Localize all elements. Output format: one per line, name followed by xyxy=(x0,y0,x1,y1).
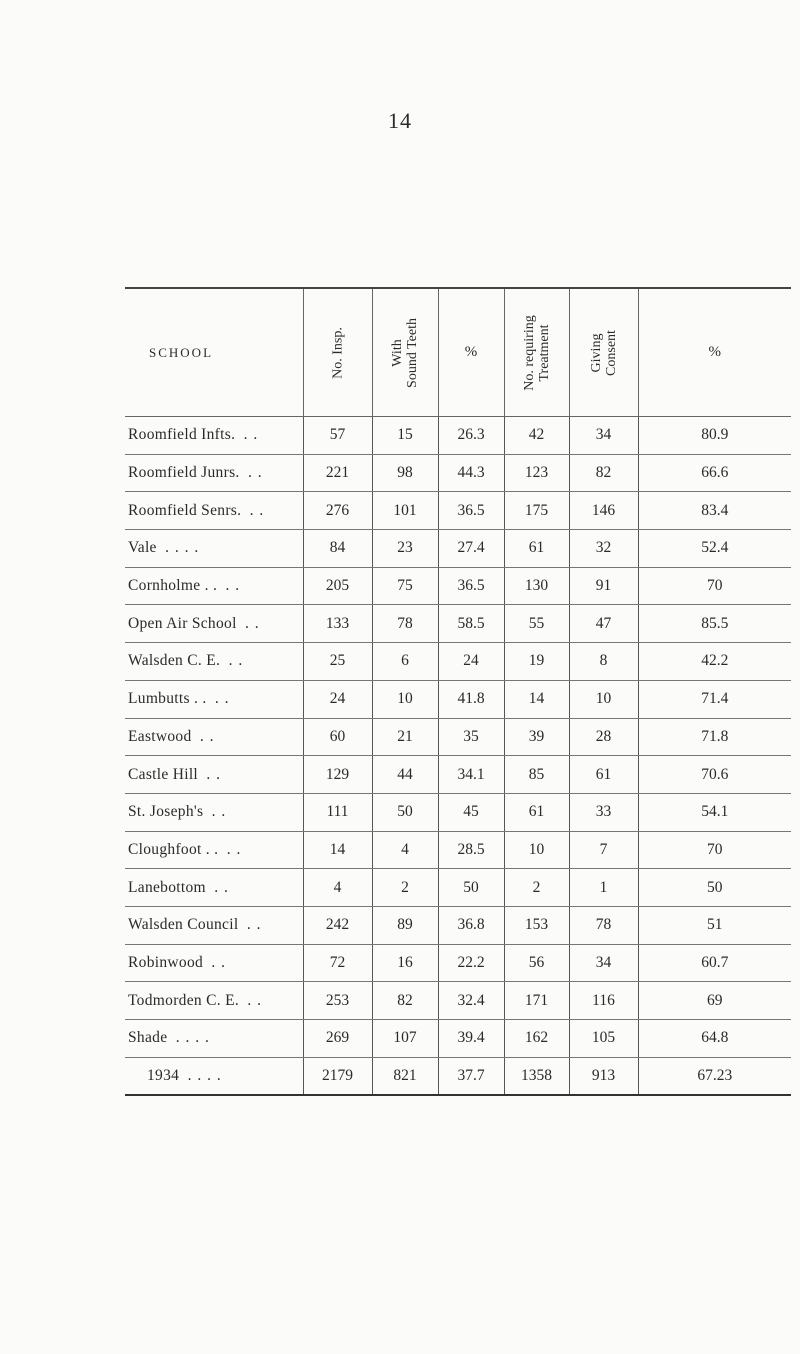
leader-dots: . . xyxy=(245,614,260,632)
cell-percent-sound: 58.5 xyxy=(438,605,504,643)
cell-percent-consent: 54.1 xyxy=(638,793,791,831)
dental-inspection-table xyxy=(125,287,791,1096)
cell-no-insp: 14 xyxy=(303,831,372,869)
header-giving-consent xyxy=(569,289,638,417)
leader-dots: . . xyxy=(199,727,215,745)
cell-school xyxy=(125,793,303,831)
cell-giving-consent: 47 xyxy=(569,605,638,643)
school-name: Cornholme . . xyxy=(128,577,218,595)
cell-percent-consent: 69 xyxy=(638,982,791,1020)
header-school: SCHOOL xyxy=(125,289,303,417)
cell-percent-sound: 34.1 xyxy=(438,756,504,794)
cell-requiring-treatment: 153 xyxy=(504,906,569,944)
table-body xyxy=(125,417,791,1096)
cell-sound-teeth: 16 xyxy=(372,944,438,982)
cell-no-insp: 269 xyxy=(303,1020,372,1058)
cell-percent-consent: 52.4 xyxy=(638,530,791,568)
school-name: Castle Hill xyxy=(128,765,199,783)
table-row xyxy=(125,831,791,869)
cell-sound-teeth: 107 xyxy=(372,1020,438,1058)
cell-sound-teeth: 75 xyxy=(372,567,438,605)
cell-sound-teeth: 21 xyxy=(372,718,438,756)
cell-percent-sound: 35 xyxy=(438,718,504,756)
cell-requiring-treatment: 85 xyxy=(504,756,569,794)
cell-percent-consent: 70 xyxy=(638,831,791,869)
table-row xyxy=(125,944,791,982)
cell-school xyxy=(125,831,303,869)
table-row xyxy=(125,1020,791,1058)
cell-percent-sound: 37.7 xyxy=(438,1057,504,1095)
school-name: Roomfield Junrs. xyxy=(128,464,240,482)
data-table xyxy=(125,289,791,1096)
leader-dots: . . xyxy=(228,652,244,670)
cell-percent-sound: 24 xyxy=(438,643,504,681)
cell-school xyxy=(125,944,303,982)
cell-school xyxy=(125,1057,303,1095)
cell-percent-sound: 36.8 xyxy=(438,906,504,944)
cell-requiring-treatment: 39 xyxy=(504,718,569,756)
cell-percent-sound: 36.5 xyxy=(438,567,504,605)
cell-giving-consent: 28 xyxy=(569,718,638,756)
cell-requiring-treatment: 56 xyxy=(504,944,569,982)
cell-school xyxy=(125,530,303,568)
cell-school xyxy=(125,906,303,944)
cell-giving-consent: 82 xyxy=(569,454,638,492)
table-row xyxy=(125,492,791,530)
cell-requiring-treatment: 61 xyxy=(504,530,569,568)
cell-no-insp: 221 xyxy=(303,454,372,492)
cell-requiring-treatment: 130 xyxy=(504,567,569,605)
table-row xyxy=(125,718,791,756)
cell-percent-consent: 70.6 xyxy=(638,756,791,794)
cell-requiring-treatment: 19 xyxy=(504,643,569,681)
cell-no-insp: 72 xyxy=(303,944,372,982)
cell-percent-sound: 22.2 xyxy=(438,944,504,982)
school-name: Roomfield Infts. xyxy=(128,426,236,444)
header-requiring-treatment-line1: No. requiring xyxy=(521,314,537,391)
cell-school xyxy=(125,567,303,605)
leader-dots: . . . . xyxy=(187,1067,222,1085)
cell-no-insp: 2179 xyxy=(303,1057,372,1095)
cell-no-insp: 60 xyxy=(303,718,372,756)
cell-requiring-treatment: 61 xyxy=(504,793,569,831)
cell-giving-consent: 34 xyxy=(569,417,638,455)
header-sound-teeth xyxy=(372,289,438,417)
cell-sound-teeth: 101 xyxy=(372,492,438,530)
cell-percent-sound: 50 xyxy=(438,869,504,907)
cell-sound-teeth: 2 xyxy=(372,869,438,907)
table-row xyxy=(125,756,791,794)
cell-giving-consent: 10 xyxy=(569,680,638,718)
cell-no-insp: 253 xyxy=(303,982,372,1020)
cell-percent-sound: 36.5 xyxy=(438,492,504,530)
leader-dots: . . xyxy=(214,690,230,708)
leader-dots: . . . . xyxy=(165,539,200,557)
school-name: Roomfield Senrs. xyxy=(128,501,242,519)
leader-dots: . . xyxy=(247,991,263,1009)
cell-percent-sound: 41.8 xyxy=(438,680,504,718)
table-row xyxy=(125,567,791,605)
cell-school xyxy=(125,756,303,794)
header-percent-sound: % xyxy=(438,289,504,417)
cell-sound-teeth: 44 xyxy=(372,756,438,794)
cell-giving-consent: 146 xyxy=(569,492,638,530)
cell-school xyxy=(125,643,303,681)
cell-school xyxy=(125,492,303,530)
leader-dots: . . . . xyxy=(175,1029,210,1047)
cell-percent-sound: 28.5 xyxy=(438,831,504,869)
header-giving-consent-line2: Consent xyxy=(603,329,619,376)
leader-dots: . . xyxy=(206,765,222,783)
cell-school xyxy=(125,869,303,907)
cell-percent-consent: 42.2 xyxy=(638,643,791,681)
cell-no-insp: 24 xyxy=(303,680,372,718)
cell-no-insp: 205 xyxy=(303,567,372,605)
table-row xyxy=(125,793,791,831)
cell-no-insp: 84 xyxy=(303,530,372,568)
cell-giving-consent: 913 xyxy=(569,1057,638,1095)
cell-requiring-treatment: 2 xyxy=(504,869,569,907)
school-name: St. Joseph's xyxy=(128,803,204,821)
table-row xyxy=(125,417,791,455)
cell-percent-sound: 39.4 xyxy=(438,1020,504,1058)
total-row xyxy=(125,1057,791,1095)
header-no-insp xyxy=(303,289,372,417)
leader-dots: . . xyxy=(225,577,241,595)
school-name: Lanebottom xyxy=(128,878,206,896)
leader-dots: . . xyxy=(211,953,227,971)
school-name: Cloughfoot . . xyxy=(128,840,219,858)
cell-percent-sound: 45 xyxy=(438,793,504,831)
table-row xyxy=(125,680,791,718)
leader-dots: . . xyxy=(243,426,259,444)
cell-sound-teeth: 50 xyxy=(372,793,438,831)
cell-sound-teeth: 89 xyxy=(372,906,438,944)
leader-dots: . . xyxy=(246,916,262,934)
cell-sound-teeth: 78 xyxy=(372,605,438,643)
header-requiring-treatment-line2: Treatment xyxy=(536,323,552,382)
cell-school xyxy=(125,1020,303,1058)
cell-requiring-treatment: 55 xyxy=(504,605,569,643)
cell-percent-consent: 50 xyxy=(638,869,791,907)
header-percent-consent: % xyxy=(638,289,791,417)
cell-giving-consent: 32 xyxy=(569,530,638,568)
cell-giving-consent: 91 xyxy=(569,567,638,605)
table-row xyxy=(125,605,791,643)
school-name: Open Air School xyxy=(128,614,237,632)
cell-requiring-treatment: 1358 xyxy=(504,1057,569,1095)
cell-giving-consent: 34 xyxy=(569,944,638,982)
school-name: Lumbutts . . xyxy=(128,690,207,708)
cell-school xyxy=(125,718,303,756)
cell-sound-teeth: 82 xyxy=(372,982,438,1020)
table-header xyxy=(125,289,791,417)
header-no-insp-label: No. Insp. xyxy=(330,326,345,379)
cell-no-insp: 276 xyxy=(303,492,372,530)
cell-giving-consent: 33 xyxy=(569,793,638,831)
school-name: Eastwood xyxy=(128,727,192,745)
school-name: Todmorden C. E. xyxy=(128,991,240,1009)
school-name: Walsden C. E. xyxy=(128,652,221,670)
cell-requiring-treatment: 175 xyxy=(504,492,569,530)
cell-percent-consent: 71.8 xyxy=(638,718,791,756)
cell-percent-sound: 26.3 xyxy=(438,417,504,455)
school-name: Walsden Council xyxy=(128,916,239,934)
table-row xyxy=(125,906,791,944)
cell-percent-consent: 67.23 xyxy=(638,1057,791,1095)
table-row xyxy=(125,454,791,492)
cell-sound-teeth: 15 xyxy=(372,417,438,455)
cell-giving-consent: 61 xyxy=(569,756,638,794)
school-name: Vale xyxy=(128,539,157,557)
cell-percent-consent: 80.9 xyxy=(638,417,791,455)
school-name: Shade xyxy=(128,1029,168,1047)
leader-dots: . . xyxy=(214,878,229,896)
cell-percent-consent: 64.8 xyxy=(638,1020,791,1058)
cell-percent-consent: 83.4 xyxy=(638,492,791,530)
school-name: Robinwood xyxy=(128,953,204,971)
table-row xyxy=(125,982,791,1020)
cell-no-insp: 25 xyxy=(303,643,372,681)
cell-school xyxy=(125,454,303,492)
cell-school xyxy=(125,417,303,455)
cell-percent-consent: 51 xyxy=(638,906,791,944)
cell-requiring-treatment: 14 xyxy=(504,680,569,718)
cell-requiring-treatment: 42 xyxy=(504,417,569,455)
cell-no-insp: 4 xyxy=(303,869,372,907)
cell-percent-sound: 44.3 xyxy=(438,454,504,492)
cell-requiring-treatment: 123 xyxy=(504,454,569,492)
cell-school xyxy=(125,680,303,718)
header-sound-teeth-line1: With xyxy=(390,338,405,367)
leader-dots: . . xyxy=(249,501,265,519)
cell-no-insp: 111 xyxy=(303,793,372,831)
table-row xyxy=(125,530,791,568)
header-sound-teeth-line2: Sound Teeth xyxy=(405,317,420,388)
cell-sound-teeth: 821 xyxy=(372,1057,438,1095)
cell-giving-consent: 1 xyxy=(569,869,638,907)
cell-percent-sound: 32.4 xyxy=(438,982,504,1020)
cell-school xyxy=(125,605,303,643)
cell-percent-consent: 60.7 xyxy=(638,944,791,982)
table-row xyxy=(125,869,791,907)
cell-sound-teeth: 23 xyxy=(372,530,438,568)
leader-dots: . . xyxy=(211,803,227,821)
cell-sound-teeth: 6 xyxy=(372,643,438,681)
cell-no-insp: 129 xyxy=(303,756,372,794)
cell-giving-consent: 116 xyxy=(569,982,638,1020)
cell-requiring-treatment: 171 xyxy=(504,982,569,1020)
cell-percent-consent: 66.6 xyxy=(638,454,791,492)
cell-no-insp: 242 xyxy=(303,906,372,944)
cell-sound-teeth: 10 xyxy=(372,680,438,718)
cell-school xyxy=(125,982,303,1020)
cell-giving-consent: 78 xyxy=(569,906,638,944)
cell-percent-consent: 71.4 xyxy=(638,680,791,718)
header-requiring-treatment xyxy=(504,289,569,417)
cell-percent-sound: 27.4 xyxy=(438,530,504,568)
cell-no-insp: 57 xyxy=(303,417,372,455)
table-row xyxy=(125,643,791,681)
cell-requiring-treatment: 10 xyxy=(504,831,569,869)
cell-giving-consent: 105 xyxy=(569,1020,638,1058)
page-number: 14 xyxy=(388,108,412,133)
leader-dots: . . xyxy=(247,464,263,482)
leader-dots: . . xyxy=(226,840,242,858)
cell-no-insp: 133 xyxy=(303,605,372,643)
cell-percent-consent: 70 xyxy=(638,567,791,605)
cell-giving-consent: 8 xyxy=(569,643,638,681)
cell-percent-consent: 85.5 xyxy=(638,605,791,643)
header-giving-consent-line1: Giving xyxy=(588,333,604,372)
cell-giving-consent: 7 xyxy=(569,831,638,869)
cell-sound-teeth: 98 xyxy=(372,454,438,492)
cell-sound-teeth: 4 xyxy=(372,831,438,869)
cell-requiring-treatment: 162 xyxy=(504,1020,569,1058)
school-name: 1934 xyxy=(147,1067,180,1085)
